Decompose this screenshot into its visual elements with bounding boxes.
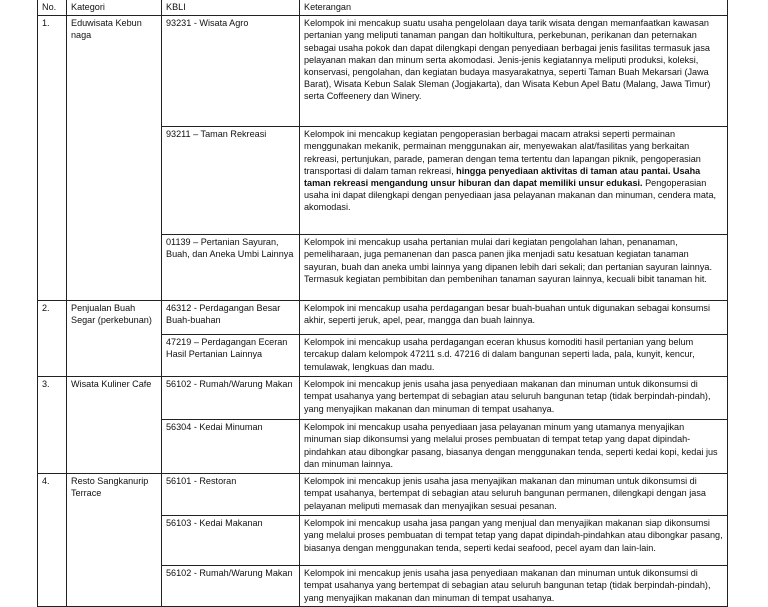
description: Kelompok ini mencakup usaha perdagangan besar buah-buahan untuk digunakan sebagai konsumsi akhir, seperti jeruk, apel, pear, mangga dan buah lainnya.	[300, 301, 728, 335]
kbli-code: 56102 - Rumah/Warung Makan	[162, 566, 300, 607]
header-kbli: KBLI	[162, 0, 300, 16]
row-number: 1.	[38, 16, 67, 301]
description-bold-text: hingga penyediaan aktivitas di taman atau pantai. Usaha taman rekreasi mengandung unsur hiburan dan dapat memiliki unsur edukasi.	[304, 165, 701, 189]
description: Kelompok ini mencakup jenis usaha jasa penyediaan makanan dan minuman untuk dikonsumsi di tempat usahanya yang bertempat di sebagian atau seluruh bangunan tetap (tidak berpindah-pindah), yang menyajikan makanan dan minuman di tempat usahanya.	[300, 377, 728, 420]
kbli-code: 46312 - Perdagangan Besar Buah-buahan	[162, 301, 300, 335]
kbli-code: 93211 – Taman Rekreasi	[162, 127, 300, 235]
kbli-code: 56101 - Restoran	[162, 474, 300, 516]
row-number: 2.	[38, 301, 67, 377]
row-number: 4.	[38, 474, 67, 607]
header-kategori: Kategori	[67, 0, 162, 16]
kbli-code: 47219 – Perdagangan Eceran Hasil Pertanian Lainnya	[162, 335, 300, 377]
description: Kelompok ini mencakup jenis usaha jasa menyajikan makanan dan minuman untuk dikonsumsi di tempat usahanya, bertempat di sebagian atau seluruh bangunan permanen, dilengkapi dengan jasa pelayanan meliputi memasak dan menyajikan sesuai pesanan.	[300, 474, 728, 516]
kbli-table	[37, 0, 728, 607]
table-row	[38, 301, 728, 335]
header-keterangan: Keterangan	[300, 0, 728, 16]
table-header-row	[38, 0, 728, 16]
kbli-code: 01139 – Pertanian Sayuran, Buah, dan Aneka Umbi Lainnya	[162, 235, 300, 301]
kbli-code: 56304 - Kedai Minuman	[162, 420, 300, 474]
table-row	[38, 377, 728, 420]
description-text: Kelompok ini mencakup kegiatan pengoperasian berbagai macam atraksi seperti permainan menggunakan mekanik, permainan menggunakan air, menyewakan alat/fasilitas yang berkaitan rekreasi, pertunjukan, parade, pameran dengan tema tertentu dan lapangan piknik, pengoperasian transportasi di dalam taman rekreasi,	[304, 129, 701, 176]
description-text: Pengoperasian usaha ini dapat dilengkapi dengan penyediaan jasa pelayanan makanan dan minuman, cendera mata, akomodasi.	[304, 178, 717, 213]
kbli-code: 56103 - Kedai Makanan	[162, 516, 300, 566]
description	[300, 127, 728, 235]
description: Kelompok ini mencakup jenis usaha jasa penyediaan makanan dan minuman untuk dikonsumsi di tempat usahanya yang bertempat di sebagian atau seluruh bangunan tetap (tidak berpindah-pindah), yang menyajikan makanan dan minuman di tempat usahanya.	[300, 566, 728, 607]
row-category: Eduwisata Kebun naga	[67, 16, 162, 301]
description: Kelompok ini mencakup usaha perdagangan eceran khusus komoditi hasil pertanian yang belum tercakup dalam kelompok 47211 s.d. 47216 di dalam bangunan seperti lada, pala, kunyit, kencur, temulawak, lengkuas dan madu.	[300, 335, 728, 377]
header-no: No.	[38, 0, 67, 16]
kbli-code: 93231 - Wisata Agro	[162, 16, 300, 127]
description: Kelompok ini mencakup usaha jasa pangan yang menjual dan menyajikan makanan siap dikonsumsi yang melalui proses pembuatan di tempat tetap yang dapat dipindah-pindahkan atau dibongkar pasang, biasanya dengan menggunakan tenda, seperti kedai seafood, pecel ayam dan lain-lain.	[300, 516, 728, 566]
row-category: Resto Sangkanurip Terrace	[67, 474, 162, 607]
row-number: 3.	[38, 377, 67, 474]
description: Kelompok ini mencakup usaha penyediaan jasa pelayanan minum yang utamanya menyajikan minuman siap dikonsumsi yang melalui proses pembuatan di tempat tetap yang dapat dipindah-pindahkan atau dibongkar pasang, biasanya dengan menggunakan tenda, seperti kedai kopi, kedai jus dan minuman lainnya.	[300, 420, 728, 474]
description: Kelompok ini mencakup usaha pertanian mulai dari kegiatan pengolahan lahan, penanaman, pemeliharaan, juga pemanenan dan pasca panen jika menjadi satu kesatuan kegiatan tanaman sayuran, buah dan aneka umbi lainnya yang dipanen lebih dari sekali; dan pertanian sayuran lainnya. Termasuk kegiatan pembibitan dan pembenihan tanaman sayuran lainnya, kecuali bibit tanaman hit.	[300, 235, 728, 301]
kbli-code: 56102 - Rumah/Warung Makan	[162, 377, 300, 420]
description: Kelompok ini mencakup suatu usaha pengelolaan daya tarik wisata dengan memanfaatkan kawasan pertanian yang meliputi tanaman pangan dan holtikultura, perkebunan, perikanan dan peternakan sebagai usaha pokok dan dapat dilengkapi dengan penyediaan berbagai jenis fasilitas termasuk jasa pelayanan makan dan minum serta akomodasi. Jenis-jenis kegiatannya meliputi produksi, koleksi, konservasi, pengolahan, dan kegiatan budaya masyarakatnya, seperti Taman Buah Mekarsari (Jawa Barat), Wisata Kebun Salak Sleman (Jogjakarta), dan Wisata Kebun Apel Batu (Malang, Jawa Timur) serta Coffeenery dan Winery.	[300, 16, 728, 127]
row-category: Penjualan Buah Segar (perkebunan)	[67, 301, 162, 377]
row-category: Wisata Kuliner Cafe	[67, 377, 162, 474]
table-row	[38, 474, 728, 516]
table-row	[38, 16, 728, 127]
